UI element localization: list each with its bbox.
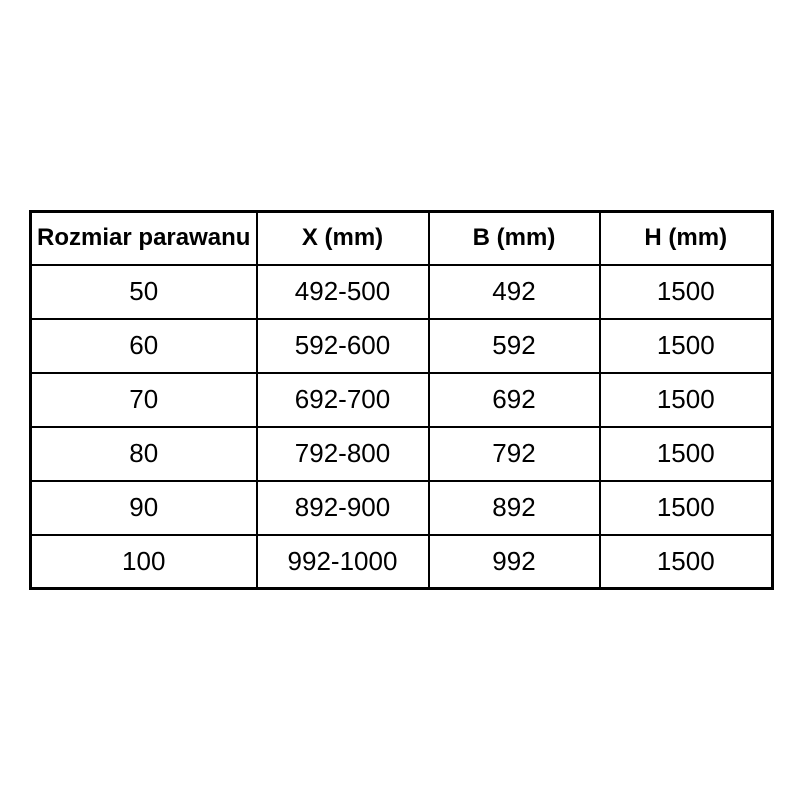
table-row [31, 319, 773, 373]
cell-b: 492 [429, 265, 600, 319]
col-header-rozmiar-parawanu: Rozmiar parawanu [31, 212, 257, 265]
cell-h: 1500 [600, 373, 773, 427]
cell-b: 892 [429, 481, 600, 535]
cell-rozmiar: 60 [31, 319, 257, 373]
table-row [31, 265, 773, 319]
table-row [31, 535, 773, 589]
cell-h: 1500 [600, 481, 773, 535]
cell-h: 1500 [600, 535, 773, 589]
cell-rozmiar: 70 [31, 373, 257, 427]
cell-rozmiar: 50 [31, 265, 257, 319]
table-header-row [31, 212, 773, 265]
cell-b: 592 [429, 319, 600, 373]
table-row [31, 481, 773, 535]
cell-x: 692-700 [257, 373, 429, 427]
col-header-b-mm: B (mm) [429, 212, 600, 265]
cell-x: 492-500 [257, 265, 429, 319]
cell-b: 792 [429, 427, 600, 481]
cell-x: 992-1000 [257, 535, 429, 589]
cell-b: 992 [429, 535, 600, 589]
col-header-x-mm: X (mm) [257, 212, 429, 265]
col-header-h-mm: H (mm) [600, 212, 773, 265]
cell-x: 592-600 [257, 319, 429, 373]
cell-rozmiar: 100 [31, 535, 257, 589]
cell-h: 1500 [600, 265, 773, 319]
cell-h: 1500 [600, 319, 773, 373]
cell-b: 692 [429, 373, 600, 427]
cell-x: 892-900 [257, 481, 429, 535]
size-table [29, 210, 774, 590]
cell-rozmiar: 80 [31, 427, 257, 481]
cell-rozmiar: 90 [31, 481, 257, 535]
table-row [31, 427, 773, 481]
cell-x: 792-800 [257, 427, 429, 481]
table-row [31, 373, 773, 427]
cell-h: 1500 [600, 427, 773, 481]
